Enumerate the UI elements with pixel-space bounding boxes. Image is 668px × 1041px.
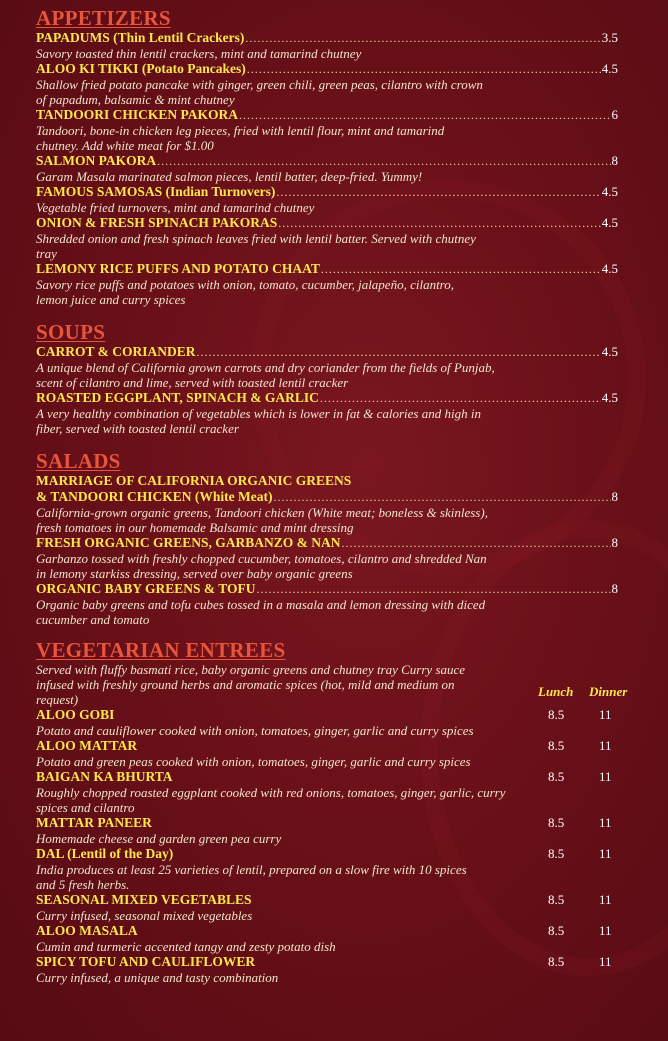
item-name: PAPADUMS (Thin Lentil Crackers) bbox=[36, 30, 245, 45]
lunch-price: 8.5 bbox=[548, 769, 565, 784]
leader-dots bbox=[342, 535, 611, 551]
item-price: 4.5 bbox=[601, 184, 618, 199]
appetizers-section bbox=[36, 6, 624, 307]
menu-item bbox=[36, 769, 624, 815]
item-price: 8 bbox=[611, 489, 618, 504]
menu-item bbox=[36, 107, 624, 153]
lunch-price: 8.5 bbox=[548, 707, 565, 722]
item-price: 3.5 bbox=[601, 30, 618, 45]
vegetarian-entrees-section bbox=[36, 638, 628, 985]
item-description: Garam Masala marinated salmon pieces, lentil batter, deep-fried. Yummy! bbox=[36, 169, 423, 184]
soups-section bbox=[36, 320, 624, 436]
item-description: Roughly chopped roasted eggplant cooked with red onions, tomatoes, ginger, garlic, curry spices and cilantro bbox=[36, 785, 506, 815]
dinner-price: 11 bbox=[599, 815, 612, 830]
menu-item bbox=[36, 738, 624, 769]
menu-item bbox=[36, 535, 624, 581]
leader-dots bbox=[197, 344, 601, 360]
item-description: Shallow fried potato pancake with ginger, green chili, green peas, cilantro with crown of papadum, balsamic & mint chutney bbox=[36, 77, 483, 107]
menu-item bbox=[36, 815, 624, 846]
item-price: 4.5 bbox=[601, 61, 618, 76]
item-name: TANDOORI CHICKEN PAKORA bbox=[36, 107, 239, 122]
leader-dots bbox=[247, 61, 601, 77]
item-description: Homemade cheese and garden green pea curry bbox=[36, 831, 282, 846]
section-intro: Served with fluffy basmati rice, baby organic greens and chutney tray Curry sauce infused with freshly ground herbs and aromatic spices (hot, mild and medium on request) bbox=[36, 662, 466, 707]
menu-item bbox=[36, 954, 624, 985]
menu-item bbox=[36, 390, 624, 436]
item-price: 8 bbox=[611, 153, 618, 168]
menu-item bbox=[36, 215, 624, 261]
item-name: SPICY TOFU AND CAULIFLOWER bbox=[36, 954, 256, 969]
menu-item bbox=[36, 473, 624, 535]
item-name-line1: MARRIAGE OF CALIFORNIA ORGANIC GREENS bbox=[36, 473, 352, 488]
salads-section bbox=[36, 449, 624, 627]
lunch-price: 8.5 bbox=[548, 815, 565, 830]
menu-item bbox=[36, 707, 624, 738]
leader-dots bbox=[320, 390, 601, 406]
menu-item bbox=[36, 30, 624, 61]
item-description: Curry infused, a unique and tasty combination bbox=[36, 970, 279, 985]
item-name: ROASTED EGGPLANT, SPINACH & GARLIC bbox=[36, 390, 319, 405]
item-description: Savory toasted thin lentil crackers, mint and tamarind chutney bbox=[36, 46, 362, 61]
menu-item bbox=[36, 923, 624, 954]
item-name: ALOO MASALA bbox=[36, 923, 138, 938]
item-description: A unique blend of California grown carrots and dry coriander from the fields of Punjab, scent of cilantro and lime, served with toasted lentil cracker bbox=[36, 360, 495, 390]
menu-item bbox=[36, 581, 624, 627]
lunch-price: 8.5 bbox=[548, 738, 565, 753]
section-heading: SALADS bbox=[36, 449, 121, 473]
leader-dots bbox=[273, 489, 610, 505]
item-name: LEMONY RICE PUFFS AND POTATO CHAAT bbox=[36, 261, 320, 276]
section-heading: APPETIZERS bbox=[36, 6, 171, 30]
dinner-price: 11 bbox=[599, 954, 612, 969]
menu-item bbox=[36, 61, 624, 107]
menu-item bbox=[36, 184, 624, 215]
lunch-price: 8.5 bbox=[548, 954, 565, 969]
item-description: California-grown organic greens, Tandoori chicken (White meat; boneless & skinless), fresh tomatoes in our homemade Balsamic and mint dressing bbox=[36, 505, 488, 535]
leader-dots bbox=[157, 153, 610, 169]
menu-item bbox=[36, 892, 624, 923]
item-description: Garbanzo tossed with freshly chopped cucumber, tomatoes, cilantro and shredded Nan in lemony starkiss dressing, served over baby organic greens bbox=[36, 551, 487, 581]
item-description: India produces at least 25 varieties of lentil, prepared on a slow fire with 10 spices and 5 fresh herbs. bbox=[36, 862, 467, 892]
dinner-price: 11 bbox=[599, 707, 612, 722]
leader-dots bbox=[321, 261, 601, 277]
dinner-price: 11 bbox=[599, 892, 612, 907]
dinner-price: 11 bbox=[599, 738, 612, 753]
leader-dots bbox=[257, 581, 611, 597]
lunch-price: 8.5 bbox=[548, 923, 565, 938]
item-description: Shredded onion and fresh spinach leaves fried with lentil batter. Served with chutney tray bbox=[36, 231, 476, 261]
item-description: Vegetable fried turnovers, mint and tamarind chutney bbox=[36, 200, 315, 215]
leader-dots bbox=[276, 184, 600, 200]
item-price: 8 bbox=[611, 581, 618, 596]
dinner-price: 11 bbox=[599, 769, 612, 784]
item-description: Savory rice puffs and potatoes with onion, tomato, cucumber, jalapeño, cilantro, lemon juice and curry spices bbox=[36, 277, 455, 307]
item-name: ALOO KI TIKKI (Potato Pancakes) bbox=[36, 61, 246, 76]
item-name: SALMON PAKORA bbox=[36, 153, 157, 168]
menu-item bbox=[36, 261, 624, 307]
item-description: Tandoori, bone-in chicken leg pieces, fried with lentil flour, mint and tamarind chutney. Add white meat for $1.00 bbox=[36, 123, 445, 153]
dinner-price: 11 bbox=[599, 923, 612, 938]
item-description: Potato and green peas cooked with onion, tomatoes, ginger, garlic and curry spices bbox=[36, 754, 471, 769]
item-name: FRESH ORGANIC GREENS, GARBANZO & NAN bbox=[36, 535, 341, 550]
item-name: ALOO MATTAR bbox=[36, 738, 138, 753]
item-description: Potato and cauliflower cooked with onion, tomatoes, ginger, garlic and curry spices bbox=[36, 723, 474, 738]
item-name: MATTAR PANEER bbox=[36, 815, 152, 830]
dinner-price: 11 bbox=[599, 846, 612, 861]
item-description: A very healthy combination of vegetables which is lower in fat & calories and high in fiber, served with toasted lentil cracker bbox=[36, 406, 481, 436]
item-name: ONION & FRESH SPINACH PAKORAS bbox=[36, 215, 278, 230]
item-name: SEASONAL MIXED VEGETABLES bbox=[36, 892, 252, 907]
lunch-column-header: Lunch bbox=[538, 684, 574, 699]
item-name: ALOO GOBI bbox=[36, 707, 115, 722]
item-name: FAMOUS SAMOSAS (Indian Turnovers) bbox=[36, 184, 276, 199]
item-name: DAL (Lentil of the Day) bbox=[36, 846, 174, 861]
item-price: 4.5 bbox=[601, 390, 618, 405]
item-price: 8 bbox=[611, 535, 618, 550]
menu-item bbox=[36, 846, 624, 892]
dinner-column-header: Dinner bbox=[589, 684, 628, 699]
item-price: 4.5 bbox=[601, 261, 618, 276]
menu-item bbox=[36, 153, 624, 184]
item-name: & TANDOORI CHICKEN (White Meat) bbox=[36, 489, 273, 504]
leader-dots bbox=[239, 107, 610, 123]
item-name: CARROT & CORIANDER bbox=[36, 344, 196, 359]
item-description: Curry infused, seasonal mixed vegetables bbox=[36, 908, 253, 923]
leader-dots bbox=[278, 215, 600, 231]
section-heading: SOUPS bbox=[36, 320, 106, 344]
lunch-price: 8.5 bbox=[548, 892, 565, 907]
lunch-price: 8.5 bbox=[548, 846, 565, 861]
leader-dots bbox=[245, 30, 600, 46]
item-price: 6 bbox=[611, 107, 618, 122]
item-name: BAIGAN KA BHURTA bbox=[36, 769, 173, 784]
menu-item bbox=[36, 344, 624, 390]
item-price: 4.5 bbox=[601, 344, 618, 359]
item-description: Organic baby greens and tofu cubes tossed in a masala and lemon dressing with diced cucumber and tomato bbox=[36, 597, 486, 627]
item-name: ORGANIC BABY GREENS & TOFU bbox=[36, 581, 256, 596]
item-description: Cumin and turmeric accented tangy and zesty potato dish bbox=[36, 939, 336, 954]
section-heading: VEGETARIAN ENTREES bbox=[36, 638, 286, 662]
item-price: 4.5 bbox=[601, 215, 618, 230]
